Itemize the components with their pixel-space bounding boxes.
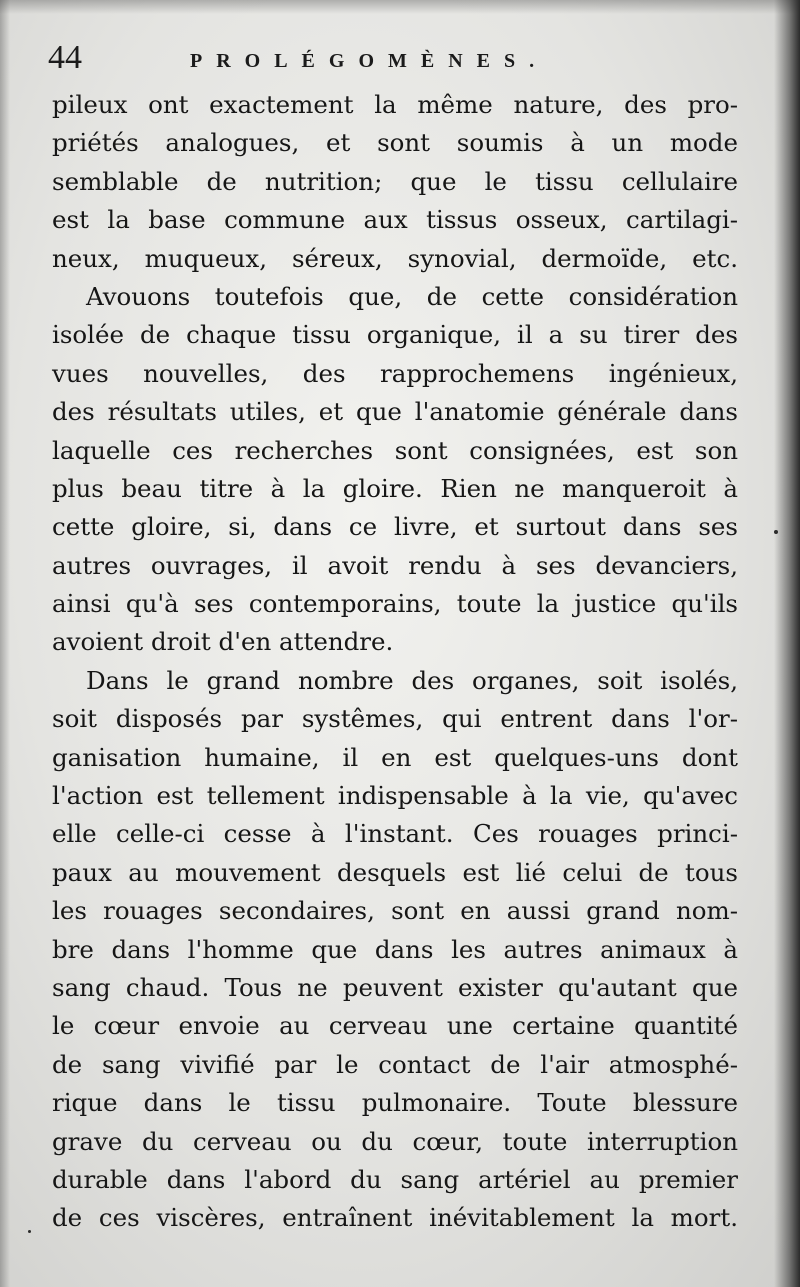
text-line: isolée de chaque tissu organique, il a su tirer des [52, 320, 738, 350]
text-line: neux, muqueux, séreux, synovial, dermoïde, etc. [52, 243, 738, 273]
text-line: pileux ont exactement la même nature, des pro- [52, 90, 738, 119]
scan-edge-top [0, 0, 800, 14]
text-line: elle celle-ci cesse à l'instant. Ces rouages princi- [52, 819, 738, 849]
ink-speck [774, 530, 778, 534]
text-line: est la base commune aux tissus osseux, cartilagi- [52, 205, 738, 235]
text-line: ainsi qu'à ses contemporains, toute la justice qu'ils [52, 589, 738, 619]
text-line: grave du cerveau ou du cœur, toute interruption [52, 1126, 738, 1156]
text-line: bre dans l'homme que dans les autres animaux à [52, 934, 738, 964]
text-line: cette gloire, si, dans ce livre, et surtout dans ses [52, 512, 738, 542]
text-line: laquelle ces recherches sont consignées, est son [52, 435, 738, 465]
text-line: semblable de nutrition; que le tissu cellulaire [52, 166, 738, 196]
text-line: ganisation humaine, il en est quelques-uns dont [52, 742, 738, 772]
text-line: des résultats utiles, et que l'anatomie générale dans [52, 397, 738, 427]
text-line: de ces viscères, entraînent inévitablement la mort. [52, 1203, 738, 1233]
text-line: le cœur envoie au cerveau une certaine quantité [52, 1011, 738, 1041]
text-line: autres ouvrages, il avoit rendu à ses devanciers, [52, 550, 738, 580]
text-line: rique dans le tissu pulmonaire. Toute blessure [52, 1088, 738, 1118]
paragraph-end-line: avoient droit d'en attendre. [52, 627, 394, 657]
page-number: 44 [48, 39, 82, 76]
text-line: vues nouvelles, des rapprochemens ingénieux, [52, 358, 738, 388]
body-text [52, 86, 738, 1238]
ink-speck [28, 1230, 31, 1233]
scan-edge-right [774, 0, 800, 1287]
text-line: sang chaud. Tous ne peuvent exister qu'autant que [52, 972, 738, 1002]
paragraph-start-line: Dans le grand nombre des organes, soit isolés, [86, 665, 738, 695]
text-line: priétés analogues, et sont soumis à un mode [52, 128, 738, 158]
text-line: soit disposés par systêmes, qui entrent dans l'or- [52, 704, 738, 734]
scan-edge-left [0, 0, 10, 1287]
paragraph-start-line: Avouons toutefois que, de cette considération [86, 281, 738, 311]
text-line: les rouages secondaires, sont en aussi grand nom- [52, 896, 738, 926]
text-line: durable dans l'abord du sang artériel au premier [52, 1164, 738, 1194]
page-header [48, 34, 748, 82]
running-head: PROLÉGOMÈNES. [190, 50, 549, 72]
text-line: plus beau titre à la gloire. Rien ne manqueroit à [52, 473, 738, 503]
text-line: l'action est tellement indispensable à la vie, qu'avec [52, 781, 738, 811]
text-line: de sang vivifié par le contact de l'air atmosphé- [52, 1049, 738, 1079]
text-line: paux au mouvement desquels est lié celui de tous [52, 857, 738, 887]
